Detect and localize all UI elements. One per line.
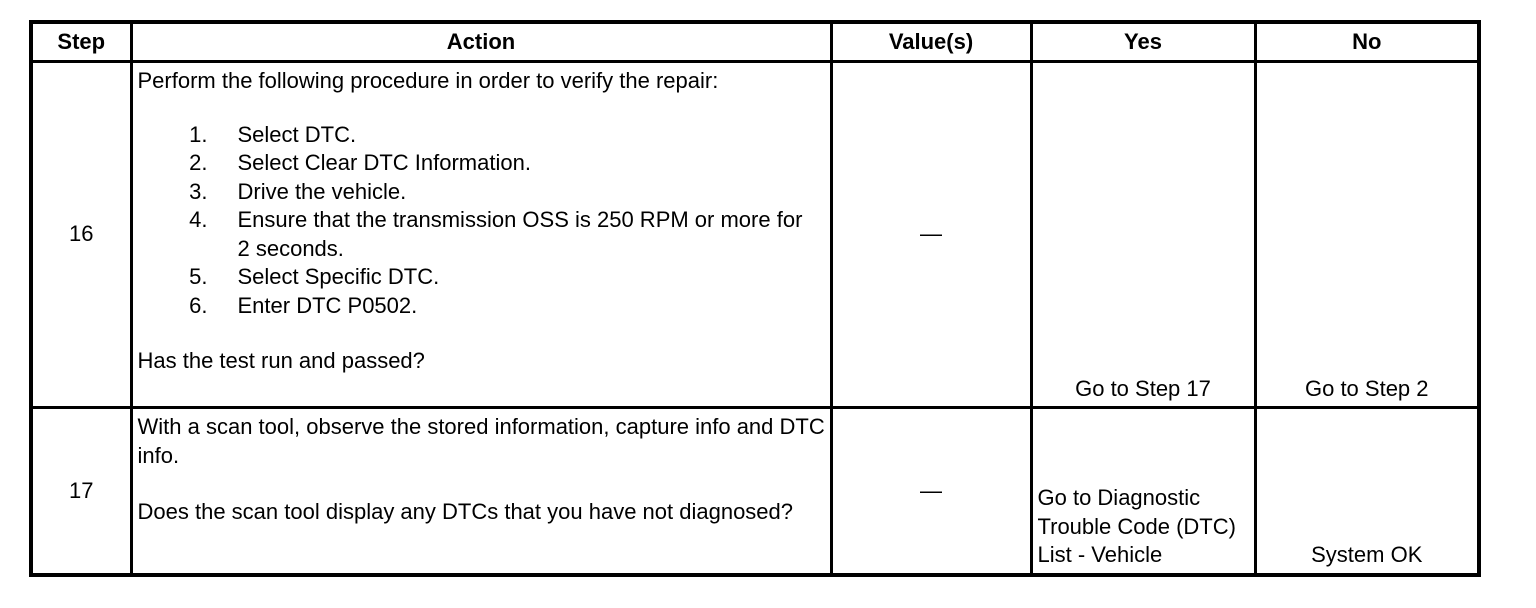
procedure-list [138,121,830,321]
value-cell: — [831,62,1031,408]
header-no: No [1255,22,1479,62]
step-number: 17 [31,408,131,575]
header-yes: Yes [1031,22,1255,62]
yes-cell: Go to Step 17 [1031,62,1255,408]
procedure-item [138,178,830,207]
procedure-item [138,121,830,150]
procedure-number: 5. [189,264,208,289]
procedure-item [138,263,830,292]
action-intro: With a scan tool, observe the stored information, capture info and DTC info. [137,414,825,468]
procedure-text: Drive the vehicle. [237,178,407,204]
table-row-step-16 [31,62,1479,408]
header-step: Step [31,22,131,62]
procedure-number: 2. [189,150,208,175]
action-cell [131,62,831,408]
procedure-text: Select DTC. [237,121,357,147]
procedure-item [138,292,830,321]
procedure-number: 1. [189,121,208,147]
procedure-number: 3. [189,178,208,204]
procedure-item [138,149,830,178]
table-row-step-17 [31,408,1479,575]
header-row [31,22,1479,62]
yes-cell: Go to Diagnostic Trouble Code (DTC) List - Vehicle [1031,408,1255,575]
action-question: Does the scan tool display any DTCs that you have not diagnosed? [137,499,794,524]
header-action: Action [131,22,831,62]
action-cell [131,408,831,575]
procedure-text: Select Specific DTC. [237,264,440,289]
value-cell: — [831,408,1031,575]
step-number: 16 [31,62,131,408]
procedure-number: 4. [189,207,208,232]
procedure-text: Enter DTC P0502. [237,292,418,318]
procedure-text: Select Clear DTC Information. [237,150,531,175]
procedure-text: Ensure that the transmission OSS is 250 RPM or more for 2 seconds. [237,207,803,261]
header-values: Value(s) [831,22,1031,62]
no-cell: System OK [1255,408,1479,575]
procedure-item [138,206,830,263]
action-intro: Perform the following procedure in order to verify the repair: [137,68,719,93]
no-cell: Go to Step 2 [1255,62,1479,408]
action-question: Has the test run and passed? [137,348,425,373]
procedure-number: 6. [189,292,208,318]
diagnostic-table [29,20,1481,577]
